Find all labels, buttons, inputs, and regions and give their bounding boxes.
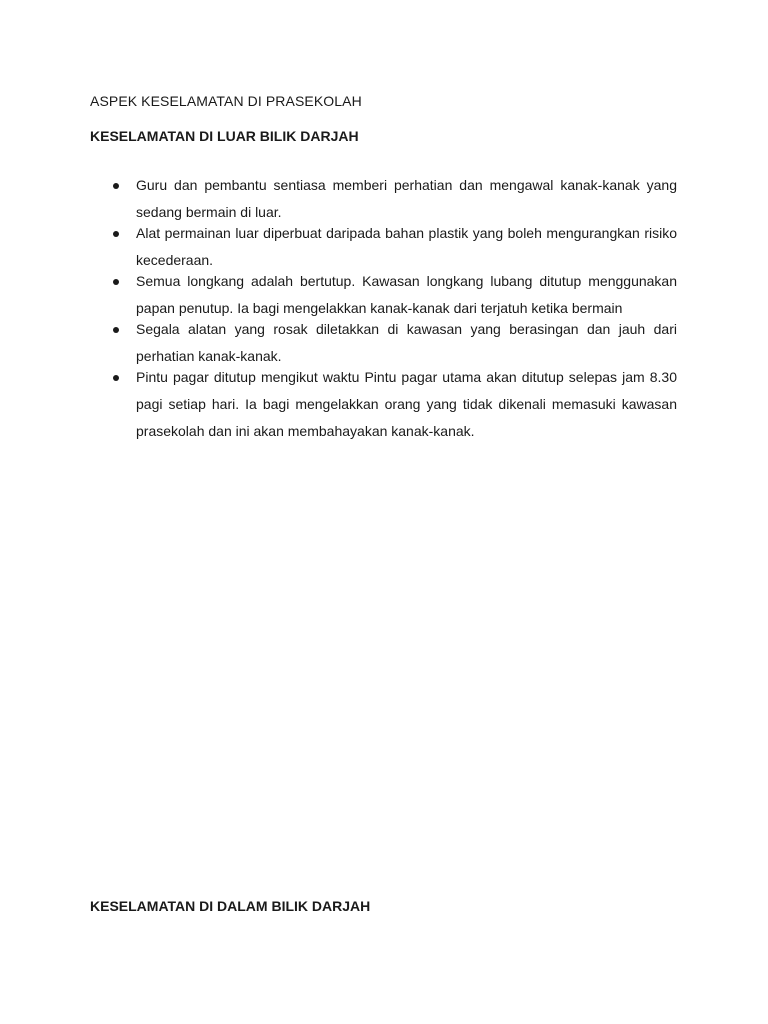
list-item-text: Pintu pagar ditutup mengikut waktu Pintu pagar utama akan ditutup selepas jam 8.30 pagi setiap hari. Ia bagi mengelakkan orang yang tidak dikenali memasuki kawasan prasekolah dan ini akan membahayakan kanak-kanak.: [136, 369, 677, 439]
bullet-icon: [113, 375, 119, 381]
list-item-text: Guru dan pembantu sentiasa memberi perhatian dan mengawal kanak-kanak yang sedang bermain di luar.: [136, 177, 677, 220]
list-item-text: Segala alatan yang rosak diletakkan di kawasan yang berasingan dan jauh dari perhatian kanak-kanak.: [136, 321, 677, 364]
document-title: ASPEK KESELAMATAN DI PRASEKOLAH: [90, 93, 362, 109]
list-item: [90, 220, 677, 274]
section-heading-inside-classroom: KESELAMATAN DI DALAM BILIK DARJAH: [90, 898, 371, 914]
list-item: [90, 316, 677, 370]
bullet-icon: [113, 327, 119, 333]
bullet-list-outside-classroom: [90, 172, 677, 439]
bullet-icon: [113, 183, 119, 189]
list-item: [90, 172, 677, 226]
bullet-icon: [113, 231, 119, 237]
bullet-icon: [113, 279, 119, 285]
list-item: [90, 364, 677, 445]
list-item-text: Semua longkang adalah bertutup. Kawasan longkang lubang ditutup menggunakan papan penutup. Ia bagi mengelakkan kanak-kanak dari terjatuh ketika bermain: [136, 273, 677, 316]
list-item: [90, 268, 677, 322]
section-heading-outside-classroom: KESELAMATAN DI LUAR BILIK DARJAH: [90, 128, 359, 144]
list-item-text: Alat permainan luar diperbuat daripada bahan plastik yang boleh mengurangkan risiko kecederaan.: [136, 225, 677, 268]
